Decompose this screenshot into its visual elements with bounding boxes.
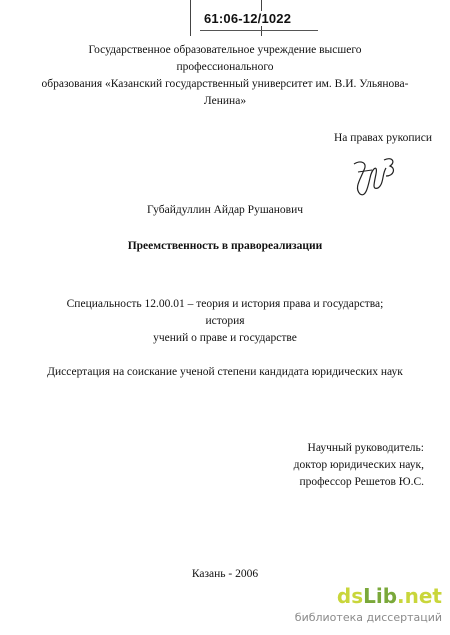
registration-stamp-code: 61:06-12/1022	[204, 11, 292, 26]
city-and-year: Казань - 2006	[191, 568, 259, 580]
logo-ds: ds	[336, 584, 364, 608]
specialty-line: Специальность 12.00.01 – теория и история права и государства; история	[66, 298, 384, 327]
institution-line: Ленина»	[203, 95, 247, 107]
manuscript-note: На правах рукописи	[334, 132, 432, 144]
scientific-supervisor	[294, 440, 424, 491]
degree-statement: Диссертация на соискание ученой степени кандидата юридических наук	[47, 366, 403, 378]
dslib-logo	[295, 585, 442, 610]
handwritten-signature	[350, 150, 400, 200]
institution-line: Государственное образовательное учреждение высшего профессионального	[88, 44, 362, 73]
dissertation-title: Преемственность в правореализации	[127, 240, 323, 252]
supervisor-line: доктор юридических наук,	[293, 459, 424, 471]
specialty-description	[65, 296, 385, 347]
specialty-line: учений о праве и государстве	[153, 332, 297, 344]
logo-net: .net	[397, 584, 442, 608]
author-name: Губайдуллин Айдар Рушанович	[146, 204, 304, 216]
supervisor-line: профессор Решетов Ю.С.	[299, 476, 424, 488]
supervisor-line: Научный руководитель:	[307, 442, 424, 454]
institution-name	[40, 42, 410, 110]
logo-lib: Lib	[363, 584, 398, 608]
dslib-watermark	[295, 585, 442, 624]
institution-line: образования «Казанский государственный университет им. В.И. Ульянова-	[41, 78, 409, 90]
stamp-underline	[200, 30, 318, 31]
watermark-subtitle: библиотека диссертаций	[294, 611, 442, 624]
